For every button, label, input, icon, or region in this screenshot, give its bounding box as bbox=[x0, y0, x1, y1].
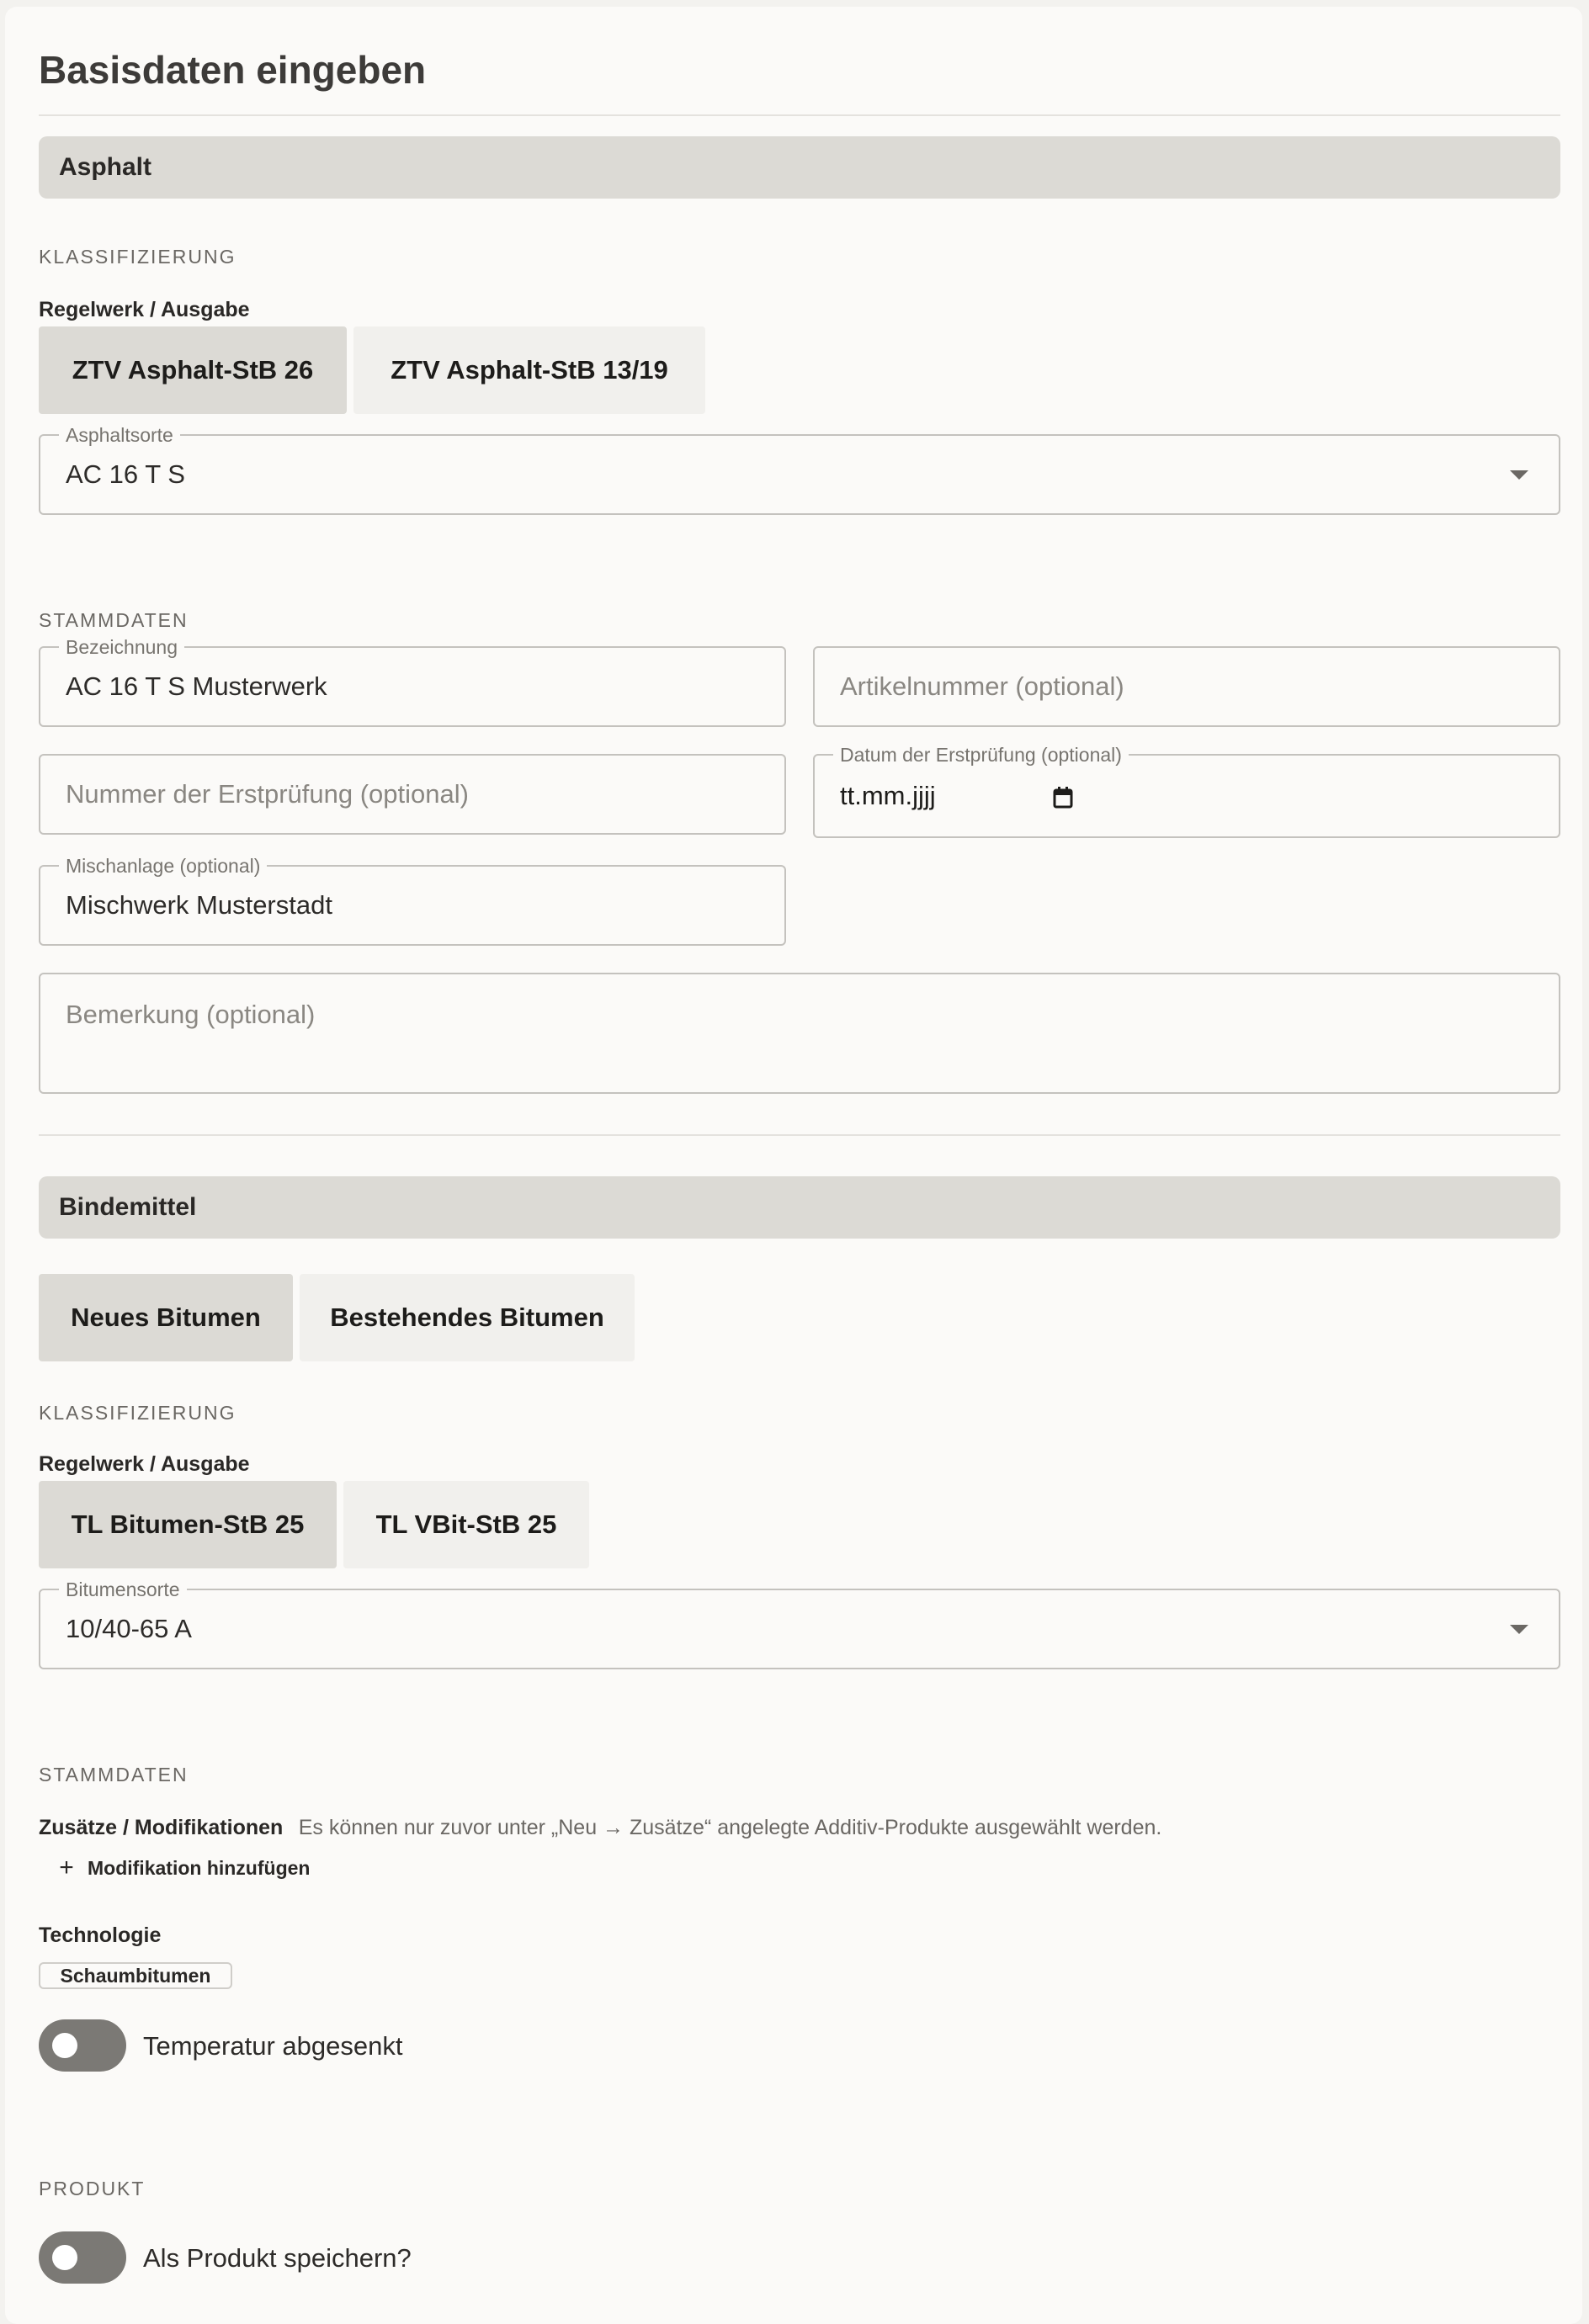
bezeichnung-value: AC 16 T S Musterwerk bbox=[66, 671, 327, 701]
calendar-icon[interactable] bbox=[1052, 786, 1074, 809]
technologie-label: Technologie bbox=[39, 1923, 162, 1947]
zusaetze-label: Zusätze / Modifikationen bbox=[39, 1816, 284, 1839]
artikelnummer-field[interactable] bbox=[813, 646, 1560, 727]
page-title: Basisdaten eingeben bbox=[39, 48, 427, 92]
toggle-knob bbox=[52, 2033, 77, 2058]
regelwerk-option-ztv-13-19[interactable]: ZTV Asphalt-StB 13/19 bbox=[353, 326, 705, 414]
nummer-erstpruefung-field[interactable] bbox=[39, 754, 786, 835]
bitumen-source-existing[interactable]: Bestehendes Bitumen bbox=[300, 1274, 635, 1361]
temperatur-toggle[interactable] bbox=[39, 2019, 126, 2072]
section-header-asphalt[interactable]: Asphalt bbox=[39, 136, 1560, 199]
bitumen-source-new[interactable]: Neues Bitumen bbox=[39, 1274, 293, 1361]
asphaltsorte-select[interactable] bbox=[39, 424, 1560, 515]
asphaltsorte-label: Asphaltsorte bbox=[59, 424, 180, 447]
zusaetze-hint: Es können nur zuvor unter „Neu → Zusätze“ angelegte Additiv-Produkte ausgewählt werden. bbox=[298, 1816, 1162, 1839]
bemerkung-textarea[interactable] bbox=[39, 973, 1560, 1094]
datum-erstpruefung-field[interactable] bbox=[813, 744, 1560, 838]
bitumensorte-value: 10/40-65 A bbox=[66, 1614, 192, 1643]
artikelnummer-placeholder: Artikelnummer (optional) bbox=[840, 671, 1124, 701]
divider bbox=[39, 1134, 1560, 1136]
add-modification-button[interactable] bbox=[54, 1851, 310, 1885]
regelwerk-option-ztv-26[interactable]: ZTV Asphalt-StB 26 bbox=[39, 326, 347, 414]
zusaetze-row bbox=[39, 1816, 1161, 1840]
temperatur-toggle-label: Temperatur abgesenkt bbox=[143, 2031, 403, 2061]
nummer-erstpruefung-placeholder: Nummer der Erstprüfung (optional) bbox=[66, 779, 469, 809]
save-product-toggle-label: Als Produkt speichern? bbox=[143, 2243, 412, 2273]
bitumensorte-select[interactable] bbox=[39, 1579, 1560, 1669]
regelwerk-option-tl-vbit[interactable]: TL VBit-StB 25 bbox=[343, 1481, 589, 1568]
plus-icon: + bbox=[59, 1854, 74, 1881]
mischanlage-field[interactable] bbox=[39, 855, 786, 946]
overline-klassifizierung: KLASSIFIZIERUNG bbox=[39, 246, 236, 268]
asphaltsorte-value: AC 16 T S bbox=[66, 459, 185, 489]
overline-stammdaten: STAMMDATEN bbox=[39, 609, 189, 631]
overline-produkt: PRODUKT bbox=[39, 2178, 146, 2199]
bemerkung-placeholder: Bemerkung (optional) bbox=[66, 1000, 316, 1029]
overline-klassifizierung: KLASSIFIZIERUNG bbox=[39, 1402, 236, 1424]
toggle-knob bbox=[52, 2245, 77, 2270]
regelwerk-label: Regelwerk / Ausgabe bbox=[39, 298, 250, 321]
divider bbox=[39, 114, 1560, 116]
bezeichnung-label: Bezeichnung bbox=[59, 636, 184, 659]
overline-stammdaten: STAMMDATEN bbox=[39, 1764, 189, 1785]
datum-erstpruefung-value: tt.mm.jjjj bbox=[840, 781, 936, 810]
technologie-chip[interactable]: Schaumbitumen bbox=[39, 1962, 232, 1989]
bitumensorte-label: Bitumensorte bbox=[59, 1579, 187, 1601]
bezeichnung-field[interactable] bbox=[39, 636, 786, 727]
section-header-bindemittel[interactable]: Bindemittel bbox=[39, 1176, 1560, 1239]
regelwerk-option-tl-bitumen[interactable]: TL Bitumen-StB 25 bbox=[39, 1481, 337, 1568]
mischanlage-label: Mischanlage (optional) bbox=[59, 855, 267, 878]
datum-erstpruefung-label: Datum der Erstprüfung (optional) bbox=[833, 744, 1129, 767]
chevron-down-icon bbox=[1510, 470, 1528, 480]
chevron-down-icon bbox=[1510, 1625, 1528, 1634]
regelwerk-label: Regelwerk / Ausgabe bbox=[39, 1452, 250, 1476]
save-product-toggle[interactable] bbox=[39, 2231, 126, 2284]
mischanlage-value: Mischwerk Musterstadt bbox=[66, 890, 332, 920]
form-card bbox=[5, 7, 1582, 2324]
add-modification-label: Modifikation hinzufügen bbox=[88, 1856, 311, 1879]
